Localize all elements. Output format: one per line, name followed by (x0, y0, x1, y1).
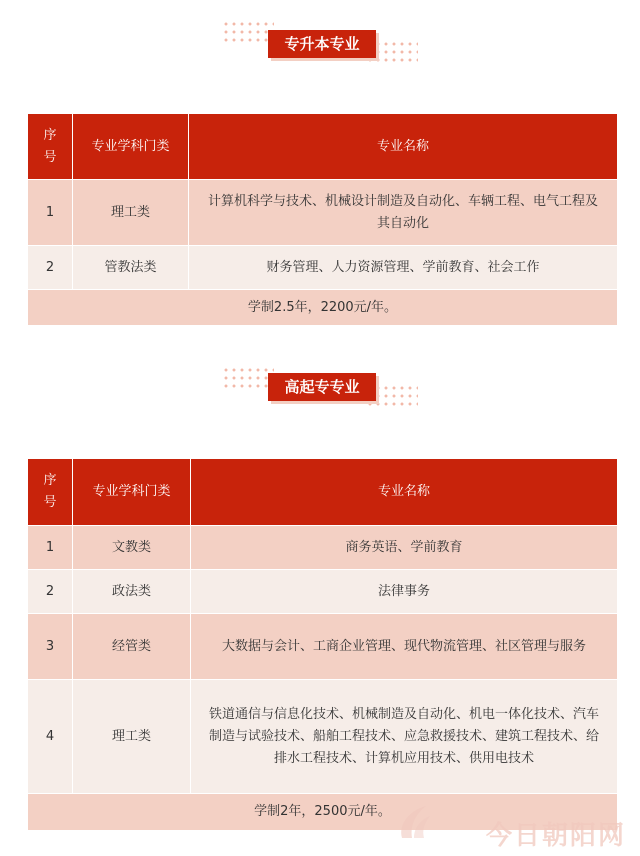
tuition-note: 学制2年，2500元/年。 (28, 794, 618, 831)
header-category: 专业学科门类 (73, 459, 191, 526)
row-majors: 计算机科学与技术、机械设计制造及自动化、车辆工程、电气工程及其自动化 (189, 180, 618, 246)
row-category: 文教类 (73, 526, 191, 570)
row-majors: 大数据与会计、工商企业管理、现代物流管理、社区管理与服务 (191, 614, 618, 680)
table-footer-row (28, 290, 618, 326)
row-category: 政法类 (73, 570, 191, 614)
header-majors: 专业名称 (191, 459, 618, 526)
decorative-dots (222, 20, 274, 44)
table-row (28, 246, 618, 290)
decorative-dots (222, 366, 274, 390)
header-index: 序号 (28, 459, 73, 526)
row-index: 2 (28, 570, 73, 614)
row-category: 理工类 (73, 180, 189, 246)
table-row (28, 180, 618, 246)
watermark-logo-icon (396, 802, 432, 842)
tuition-note: 学制2.5年，2200元/年。 (28, 290, 618, 326)
row-majors: 法律事务 (191, 570, 618, 614)
majors-table-upgrade (27, 113, 618, 326)
row-majors: 铁道通信与信息化技术、机械制造及自动化、机电一体化技术、汽车制造与试验技术、船舶工程技术、应急救援技术、建筑工程技术、给排水工程技术、计算机应用技术、供用电技术 (191, 680, 618, 794)
row-category: 管教法类 (73, 246, 189, 290)
majors-table-junior (27, 458, 618, 831)
table-header-row (28, 459, 618, 526)
row-majors: 商务英语、学前教育 (191, 526, 618, 570)
table-row (28, 570, 618, 614)
row-index: 3 (28, 614, 73, 680)
row-index: 1 (28, 180, 73, 246)
watermark-text: 今日朝阳网 (485, 821, 626, 851)
table-row (28, 614, 618, 680)
row-index: 1 (28, 526, 73, 570)
row-index: 2 (28, 246, 73, 290)
row-majors: 财务管理、人力资源管理、学前教育、社会工作 (189, 246, 618, 290)
header-index: 序号 (28, 114, 73, 180)
row-category: 经管类 (73, 614, 191, 680)
header-category: 专业学科门类 (73, 114, 189, 180)
header-majors: 专业名称 (189, 114, 618, 180)
table-header-row (28, 114, 618, 180)
table-row (28, 680, 618, 794)
row-category: 理工类 (73, 680, 191, 794)
row-index: 4 (28, 680, 73, 794)
section-title: 专升本专业 (268, 30, 376, 58)
table-row (28, 526, 618, 570)
section-title: 高起专专业 (268, 373, 376, 401)
